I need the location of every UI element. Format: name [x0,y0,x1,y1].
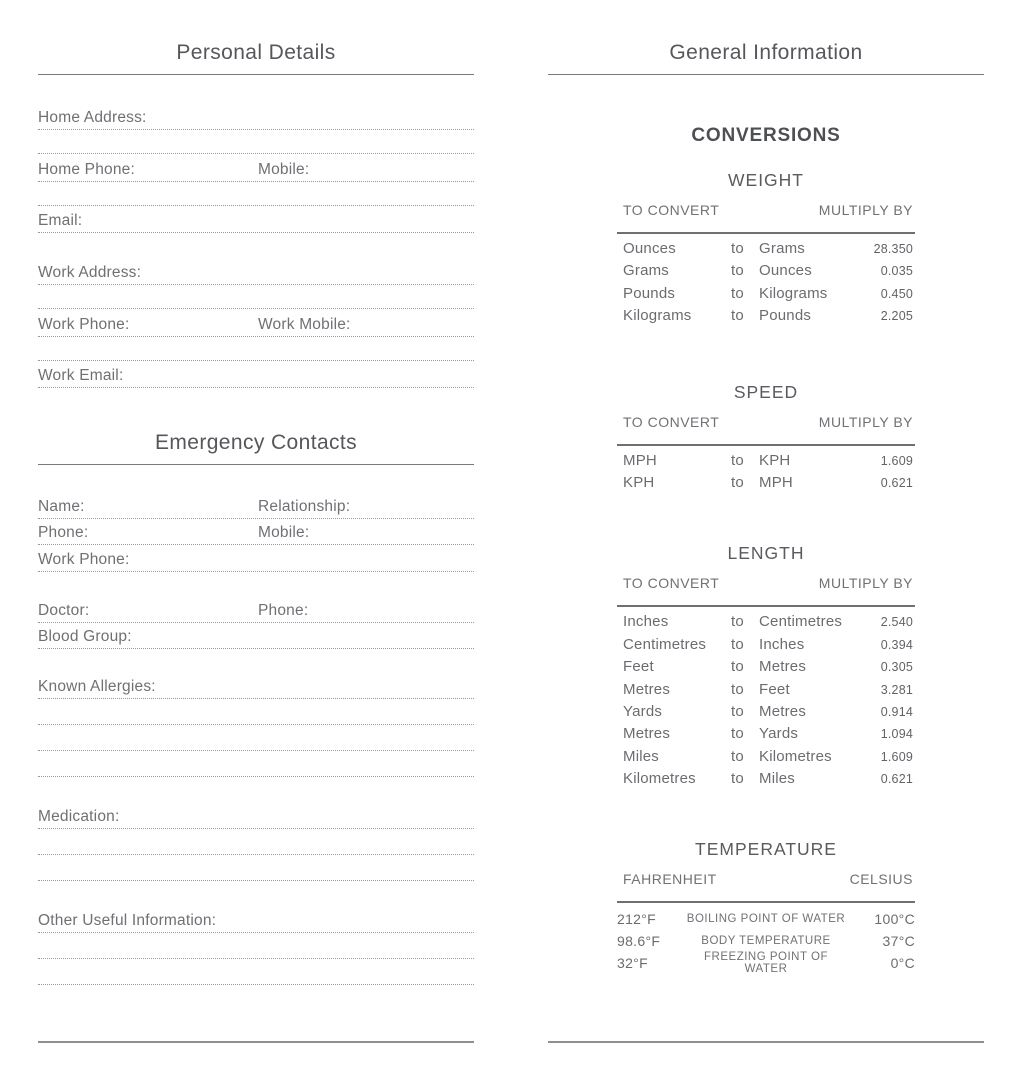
temperature-table [617,838,915,974]
write-in-line [38,337,474,361]
conversion-factor: 1.609 [880,453,913,468]
speed-table [617,381,915,495]
convert-from: Kilometres [623,770,696,788]
multiply-by-header: MULTIPLY BY [818,413,913,430]
conversion-factor: 2.205 [880,309,913,324]
convert-from: Grams [623,262,669,280]
table-row [617,283,915,305]
temperature-description: BODY TEMPERATURE [701,935,831,948]
to-word: to [731,635,744,653]
convert-from: Centimetres [623,635,707,653]
table-row [617,634,915,656]
table-header [617,412,915,432]
field-medication [38,777,474,829]
convert-to: Feet [759,680,790,698]
conversion-factor: 1.609 [880,749,913,764]
field-label-home-address: Home Address: [38,109,147,126]
write-in-line [38,751,474,777]
left-page-bottom-rule [38,1041,474,1043]
field-label-blood-group: Blood Group: [38,628,132,645]
convert-to: Pounds [759,307,812,325]
convert-from: Metres [623,725,671,743]
write-in-line [38,130,474,154]
convert-to: MPH [759,473,793,491]
table-header [617,573,915,593]
conversion-factor: 0.450 [880,286,913,301]
convert-from: Metres [623,680,671,698]
to-word: to [731,613,744,631]
write-in-line [38,855,474,881]
write-in-line [38,725,474,751]
to-convert-header: TO CONVERT [623,413,720,430]
to-word: to [731,262,744,280]
fahrenheit-value: 98.6°F [617,933,661,950]
conversion-factor: 0.621 [880,772,913,787]
table-row [617,238,915,260]
field-label-work-phone: Work Phone: [38,551,130,568]
convert-from: Yards [623,702,663,720]
field-label-doctor-phone: Phone: [258,602,309,619]
length-table [617,542,915,790]
to-word: to [731,284,744,302]
temperature-table-title: TEMPERATURE [695,839,837,860]
table-row [617,907,915,929]
general-information-column [548,0,984,975]
convert-to: Yards [759,725,799,743]
field-known-allergies [38,649,474,699]
field-work-email [38,361,474,388]
to-word: to [731,473,744,491]
convert-to: Grams [759,240,805,257]
personal-details-title: Personal Details [38,0,474,75]
table-header [617,200,915,220]
field-label-mobile: Mobile: [258,161,310,178]
convert-from: Miles [623,747,660,765]
to-word: to [731,770,744,788]
convert-to: Ounces [759,262,812,280]
write-in-line [38,933,474,959]
table-row [617,930,915,952]
field-label-mobile: Mobile: [258,524,310,541]
conversions-heading: CONVERSIONS [691,125,841,146]
table-header [617,869,915,889]
field-label-other-info: Other Useful Information: [38,912,217,929]
field-label-known-allergies: Known Allergies: [38,678,156,695]
convert-from: Feet [623,658,654,676]
table-row [617,450,915,472]
field-home-address [38,75,474,130]
field-label-relationship: Relationship: [258,498,351,515]
convert-from: MPH [623,451,657,469]
table-row [617,305,915,327]
celsius-value: 0°C [890,955,915,972]
to-word: to [731,747,744,765]
celsius-value: 37°C [882,933,915,950]
table-row [617,679,915,701]
to-word: to [731,658,744,676]
field-label-work-email: Work Email: [38,367,124,384]
temperature-description: FREEZING POINT OF WATER [704,951,828,976]
conversion-factor: 0.035 [880,264,913,279]
right-page-bottom-rule [548,1041,984,1043]
convert-to: Inches [759,635,805,653]
personal-details-column [38,0,474,985]
field-label-phone: Phone: [38,524,89,541]
fahrenheit-value: 212°F [617,910,657,927]
multiply-by-header: MULTIPLY BY [818,202,913,218]
field-label-work-address: Work Address: [38,264,142,281]
to-convert-header: TO CONVERT [623,575,720,592]
field-label-work-mobile: Work Mobile: [258,316,351,333]
table-row [617,952,915,974]
to-word: to [731,725,744,743]
field-label-home-phone: Home Phone: [38,161,135,178]
table-row [617,260,915,282]
length-table-title: LENGTH [727,543,805,564]
convert-to: Miles [759,770,796,788]
conversion-factor: 3.281 [880,682,913,697]
convert-to: Metres [759,702,807,720]
convert-from: Kilograms [623,307,692,325]
field-label-work-phone: Work Phone: [38,316,130,333]
field-blood-group [38,623,474,649]
conversion-factor: 0.394 [880,637,913,652]
celsius-value: 100°C [874,910,915,927]
field-home-phone-mobile [38,154,474,182]
conversion-factor: 0.305 [880,660,913,675]
field-work-phone-mobile [38,309,474,337]
conversion-factor: 0.621 [880,475,913,490]
write-in-line [38,699,474,725]
multiply-by-header: MULTIPLY BY [818,575,913,592]
to-word: to [731,702,744,720]
convert-from: Inches [623,613,669,631]
write-in-line [38,285,474,309]
weight-table-title: WEIGHT [728,170,804,190]
field-doctor-phone [38,572,474,623]
fahrenheit-value: 32°F [617,955,648,972]
field-name-relationship [38,465,474,519]
emergency-contacts-title: Emergency Contacts [38,388,474,465]
field-label-doctor: Doctor: [38,602,90,619]
field-label-medication: Medication: [38,808,120,825]
convert-to: Kilometres [759,747,832,765]
write-in-line [38,959,474,985]
table-row [617,701,915,723]
convert-from: Ounces [623,240,676,257]
to-word: to [731,680,744,698]
general-information-title: General Information [548,0,984,75]
field-work-phone [38,545,474,572]
table-row [617,611,915,633]
convert-from: KPH [623,473,655,491]
field-label-email: Email: [38,212,83,229]
conversion-factor: 28.350 [873,242,913,256]
table-row [617,768,915,790]
table-row [617,746,915,768]
conversion-factor: 0.914 [880,704,913,719]
temperature-description: BOILING POINT OF WATER [686,912,846,925]
conversion-factor: 2.540 [880,615,913,630]
write-in-line [38,829,474,855]
to-word: to [731,451,744,469]
weight-table [617,169,915,328]
convert-from: Pounds [623,284,676,302]
field-work-address [38,233,474,285]
conversion-factor: 1.094 [880,727,913,742]
write-in-line [38,182,474,206]
field-phone-mobile [38,519,474,545]
to-convert-header: TO CONVERT [623,202,720,218]
convert-to: Metres [759,658,807,676]
convert-to: Kilograms [759,284,828,302]
table-row [617,656,915,678]
table-row [617,723,915,745]
table-row [617,472,915,494]
celsius-header: CELSIUS [849,871,913,888]
field-email [38,206,474,233]
to-word: to [731,307,744,325]
field-other-info [38,881,474,933]
speed-table-title: SPEED [733,381,799,402]
field-label-name: Name: [38,498,85,515]
convert-to: KPH [759,451,791,469]
convert-to: Centimetres [759,613,843,631]
fahrenheit-header: FAHRENHEIT [623,871,717,888]
to-word: to [731,240,744,257]
